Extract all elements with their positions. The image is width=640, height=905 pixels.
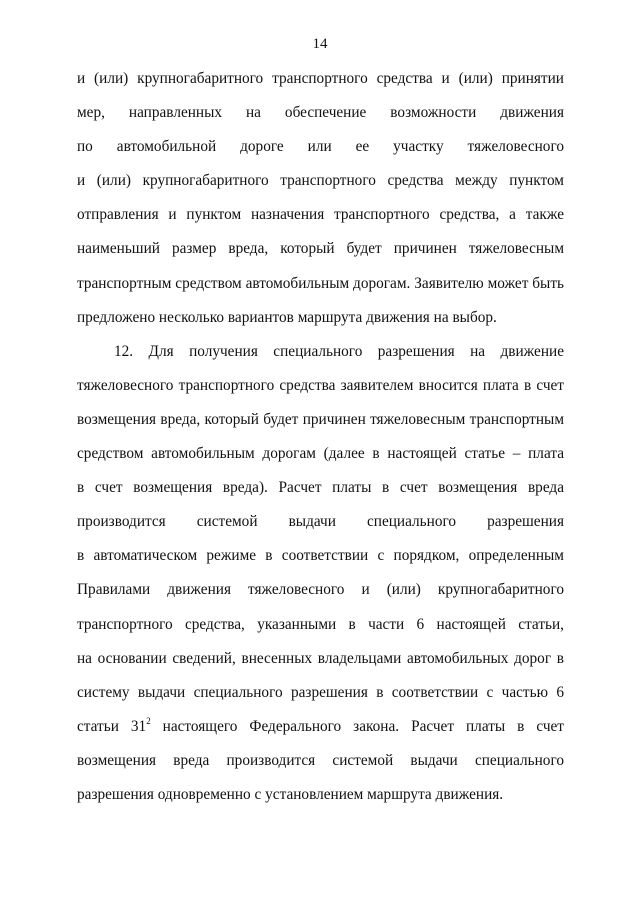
text-line: предложено несколько вариантов маршрута движения на выбор. xyxy=(77,308,497,326)
text-line: возмещения вреда производится системой выдачи специального xyxy=(77,751,564,769)
text-line: систему выдачи специального разрешения в соответствии с частью 6 xyxy=(77,683,564,701)
text-line-with-superscript xyxy=(77,710,564,744)
text-line: 12. Для получения специального разрешения на движение xyxy=(114,342,564,360)
text-line: наименьший размер вреда, который будет причинен тяжеловесным xyxy=(77,240,564,258)
text-line: возмещения вреда, который будет причинен тяжеловесным транспортным xyxy=(77,410,564,428)
page-number: 14 xyxy=(312,36,328,52)
text-line: на основании сведений, внесенных владельцами автомобильных дорог в xyxy=(77,649,564,667)
text-line: и (или) крупногабаритного транспортного средства и (или) принятии xyxy=(77,70,564,87)
text-line: Правилами движения тяжеловесного и (или) крупногабаритного xyxy=(77,581,564,599)
body-text xyxy=(77,62,564,812)
article-reference: статьи 31 xyxy=(77,717,147,735)
line-continuation: настоящего Федерального закона. Расчет платы в счет xyxy=(150,717,564,735)
text-line: транспортного средства, указанными в части 6 настоящей статьи, xyxy=(77,615,564,633)
text-line: средством автомобильным дорогам (далее в настоящей статье – плата xyxy=(77,445,564,463)
text-line: мер, направленных на обеспечение возможности движения xyxy=(77,104,564,122)
text-line: в счет возмещения вреда). Расчет платы в счет возмещения вреда xyxy=(77,479,564,497)
text-line: транспортным средством автомобильным дорогам. Заявителю может быть xyxy=(77,274,564,292)
text-line: разрешения одновременно с установлением маршрута движения. xyxy=(77,785,504,803)
text-line: тяжеловесного транспортного средства заявителем вносится плата в счет xyxy=(77,376,564,394)
text-line: отправления и пунктом назначения транспортного средства, а также xyxy=(77,206,564,224)
superscript: 2 xyxy=(146,715,151,726)
text-line: производится системой выдачи специального разрешения xyxy=(77,513,564,531)
text-line: и (или) крупногабаритного транспортного средства между пунктом xyxy=(77,172,564,190)
paragraph-2 xyxy=(77,335,564,812)
text-line: по автомобильной дороге или ее участку тяжеловесного xyxy=(77,138,564,156)
text-line: в автоматическом режиме в соответствии с порядком, определенным xyxy=(77,547,564,565)
paragraph-1 xyxy=(77,62,564,335)
